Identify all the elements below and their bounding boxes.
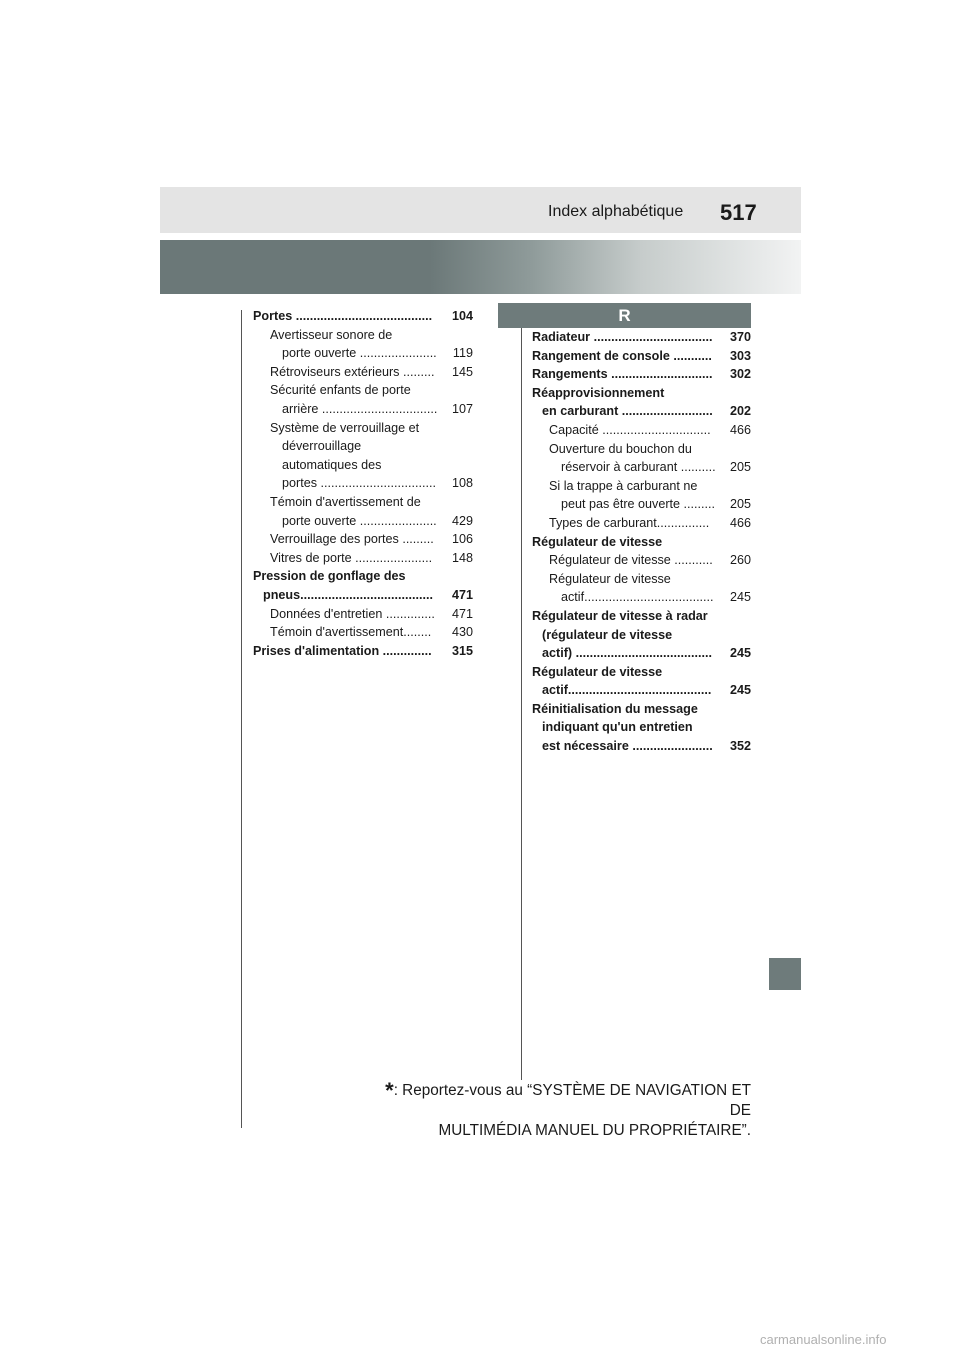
index-entry <box>532 626 751 645</box>
index-entry-page: 245 <box>728 681 751 700</box>
index-entry-text: Régulateur de vitesse <box>549 571 671 586</box>
index-entry <box>532 663 751 682</box>
footnote-line-1: : Reportez-vous au “SYSTÈME DE NAVIGATION ET DE <box>393 1082 751 1119</box>
index-entry-page: 430 <box>450 623 473 642</box>
index-entry <box>253 437 473 456</box>
index-entry <box>532 551 751 570</box>
index-entry <box>532 570 751 589</box>
index-entry <box>532 477 751 496</box>
index-entry-text: réservoir à carburant .......... <box>561 460 716 475</box>
index-entry-page: 303 <box>728 347 751 366</box>
index-entry <box>253 307 473 326</box>
index-entry <box>532 440 751 459</box>
footnote-star: * <box>385 1078 394 1103</box>
index-entry-text: Si la trappe à carburant ne <box>549 478 698 493</box>
header-band <box>160 187 801 233</box>
index-entry-page: 370 <box>728 328 751 347</box>
index-entry-text: Régulateur de vitesse <box>532 534 663 549</box>
index-entry <box>532 700 751 719</box>
index-column-left <box>253 307 473 660</box>
index-entry-page: 429 <box>450 512 473 531</box>
index-entry <box>532 495 751 514</box>
index-entry <box>532 681 751 700</box>
index-entry-text: Verrouillage des portes ......... <box>270 532 434 547</box>
index-entry-text: indiquant qu'un entretien <box>542 720 693 735</box>
index-entry <box>253 586 473 605</box>
index-entry-text: automatiques des <box>282 457 382 472</box>
index-entry <box>532 384 751 403</box>
index-entry-page: 205 <box>728 458 751 477</box>
index-entry-page: 245 <box>728 588 751 607</box>
column-divider <box>521 328 522 1080</box>
footnote-line-2: MULTIMÉDIA MANUEL DU PROPRIÉTAIRE”. <box>438 1122 751 1139</box>
index-entry <box>253 381 473 400</box>
index-entry-text: Avertisseur sonore de <box>270 327 393 342</box>
index-entry-text: arrière ................................. <box>282 401 438 416</box>
index-entry <box>253 326 473 345</box>
index-entry-page: 145 <box>450 363 473 382</box>
index-entry-text: Pression de gonflage des <box>253 569 406 584</box>
index-entry-page: 119 <box>451 344 473 363</box>
index-entry-page: 245 <box>728 644 751 663</box>
index-entry <box>253 530 473 549</box>
chapter-tab <box>769 958 801 990</box>
index-entry-text: (régulateur de vitesse <box>542 627 673 642</box>
index-entry-text: Réinitialisation du message <box>532 701 698 716</box>
index-entry-text: Régulateur de vitesse <box>532 664 663 679</box>
index-column-right <box>532 328 751 756</box>
index-entry-page: 106 <box>450 530 473 549</box>
index-entry-page: 205 <box>728 495 751 514</box>
index-entry-text: Témoin d'avertissement........ <box>270 625 432 640</box>
index-entry <box>253 363 473 382</box>
index-entry <box>253 456 473 475</box>
section-title: Index alphabétique <box>548 203 684 220</box>
index-entry-text: Prises d'alimentation .............. <box>253 643 432 658</box>
index-entry-page: 108 <box>450 474 473 493</box>
index-entry <box>253 400 473 419</box>
index-entry-page: 148 <box>450 549 473 568</box>
index-entry <box>532 533 751 552</box>
index-entry-text: Capacité ............................... <box>549 422 711 437</box>
letter-heading: R <box>498 303 751 328</box>
index-entry-text: Régulateur de vitesse à radar <box>532 608 708 623</box>
index-entry <box>253 419 473 438</box>
index-entry <box>532 588 751 607</box>
index-entry-page: 107 <box>450 400 473 419</box>
index-entry <box>532 458 751 477</box>
index-entry-page: 471 <box>450 605 473 624</box>
index-entry <box>532 607 751 626</box>
index-entry-page: 104 <box>450 307 473 326</box>
index-entry-text: pneus...................................... <box>263 587 434 602</box>
index-entry <box>253 567 473 586</box>
index-entry-text: Types de carburant............... <box>549 515 710 530</box>
index-entry <box>532 347 751 366</box>
index-entry-text: Sécurité enfants de porte <box>270 383 411 398</box>
index-entry-page: 202 <box>728 402 751 421</box>
index-entry-text: Rétroviseurs extérieurs ......... <box>270 364 435 379</box>
index-entry <box>532 514 751 533</box>
index-entry-page: 315 <box>450 642 473 661</box>
index-entry-text: Portes ....................................... <box>253 309 433 323</box>
index-entry <box>532 718 751 737</box>
index-entry <box>532 644 751 663</box>
index-entry <box>253 605 473 624</box>
index-entry-page: 352 <box>728 737 751 756</box>
index-entry-text: en carburant .......................... <box>542 404 713 419</box>
index-entry-page: 260 <box>728 551 751 570</box>
index-entry <box>253 493 473 512</box>
index-entry-text: déverrouillage <box>282 439 362 454</box>
index-entry <box>253 549 473 568</box>
index-entry-text: Rangement de console ........... <box>532 348 712 363</box>
index-entry <box>532 365 751 384</box>
index-entry-text: Ouverture du bouchon du <box>549 441 692 456</box>
index-entry-page: 302 <box>728 365 751 384</box>
page-number: 517 <box>720 200 757 225</box>
index-entry <box>253 344 473 363</box>
index-entry-page: 466 <box>728 421 751 440</box>
index-entry-text: actif) ....................................... <box>542 646 713 661</box>
decorative-banner <box>160 240 801 294</box>
index-entry <box>253 623 473 642</box>
index-entry-text: actif..................................... <box>561 590 714 605</box>
index-entry-text: Régulateur de vitesse ........... <box>549 553 713 568</box>
index-entry-text: Réapprovisionnement <box>532 385 665 400</box>
index-entry <box>253 642 473 661</box>
index-entry <box>253 474 473 493</box>
index-entry-text: actif......................................... <box>542 683 712 698</box>
index-entry-text: Vitres de porte ...................... <box>270 550 433 565</box>
footnote <box>360 1078 751 1141</box>
index-entry-text: Rangements ............................. <box>532 367 713 382</box>
index-entry <box>532 737 751 756</box>
index-entry-text: porte ouverte ...................... <box>282 346 437 361</box>
index-entry-page: 466 <box>728 514 751 533</box>
index-entry-page: 471 <box>450 586 473 605</box>
watermark: carmanualsonline.info <box>760 1332 887 1347</box>
index-entry <box>532 328 751 347</box>
index-entry-text: Système de verrouillage et <box>270 420 420 435</box>
index-entry-text: portes ................................. <box>282 476 436 491</box>
index-entry <box>532 402 751 421</box>
index-entry <box>253 512 473 531</box>
index-entry-text: peut pas être ouverte ......... <box>561 497 716 512</box>
index-entry-text: Données d'entretien .............. <box>270 606 435 621</box>
index-entry-text: Radiateur .................................. <box>532 330 713 344</box>
index-entry-text: est nécessaire ....................... <box>542 739 713 754</box>
index-entry-text: Témoin d'avertissement de <box>270 494 421 509</box>
index-entry-text: porte ouverte ...................... <box>282 513 437 528</box>
index-entry <box>532 421 751 440</box>
left-margin-rule <box>241 310 242 1128</box>
